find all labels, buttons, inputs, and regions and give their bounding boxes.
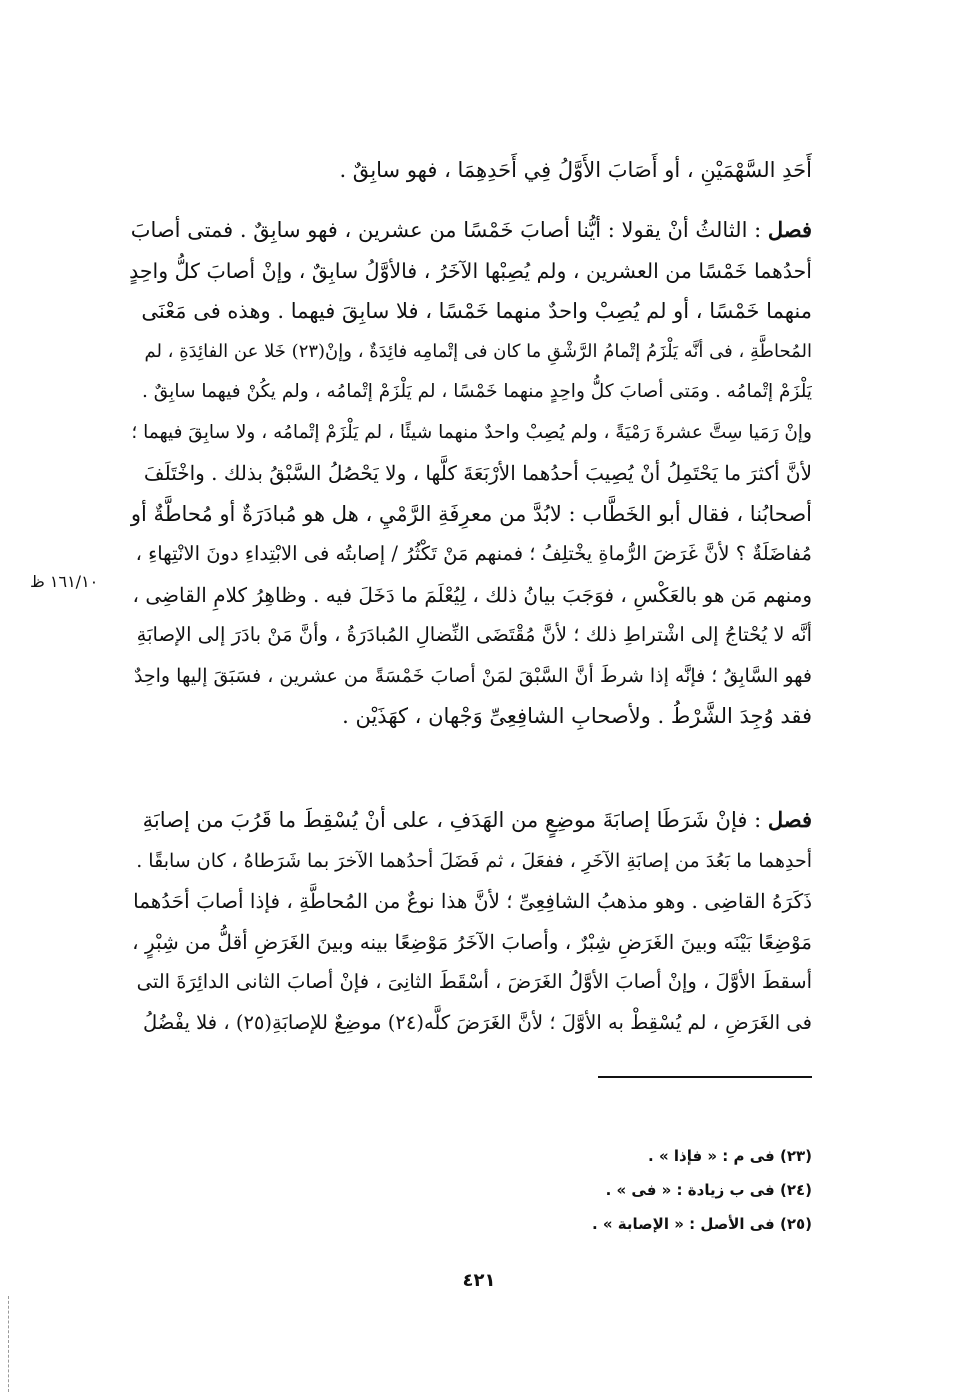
section-heading: فصل xyxy=(767,807,812,832)
page-number: ٤٢١ xyxy=(462,1270,496,1291)
text-line: يَلْزَمْ إتْمامُه . ومَتى أصابَ كلُّ واحِدٍ منهما خَمْسًا ، لم يَلْزَمْ إتْمامُه ، ولم يكُنْ فيهما سابِقٌ . xyxy=(141,381,812,402)
text-line: فى الغَرَضِ ، لم يُسْقِطْ به الأوَّلَ ؛ لأنَّ الغَرَضَ كلَّه(٢٤) موضِعٌ للإصابَةِ(٢٥) ، فلا يفْضُلُ xyxy=(143,1010,812,1034)
footnote-23: (٢٣) فى م : « فإذا » . xyxy=(648,1147,812,1165)
scan-edge-mark xyxy=(8,1296,11,1392)
text-line: وإنْ رَمَيا سِتَّ عشرةَ رَمْيَةً ، ولم يُصِبْ واحدٌ منهما شيئًا ، لم يَلْزَمْ إتْمامُه ، ولا سابِقَ فيهما ؛ xyxy=(131,421,812,443)
footnote-divider xyxy=(598,1076,812,1078)
body-first-line xyxy=(128,150,812,191)
paragraph-2 xyxy=(128,800,812,1043)
text-line: أصحابُنا ، فقال أبو الخَطَّاب : لابُدَّ من معرِفَةِ الرَّمْيِ ، هل هو مُبادَرَةٌ أو مُحاطَّةٌ أو xyxy=(130,501,812,526)
footnotes xyxy=(300,1139,812,1241)
paragraph-1 xyxy=(128,210,812,737)
text-line: أَحَدِ السَّهْمَيْنِ ، أو أَصَابَ الأَوَّلُ فِي أَحَدِهِمَا ، فهو سابِقٌ . xyxy=(339,158,812,182)
footnote-24: (٢٤) فى ب زيادة : « فى » . xyxy=(605,1181,812,1199)
footnote-25: (٢٥) فى الأصل : « الإصابة » . xyxy=(591,1215,812,1233)
margin-folio-note: ١٦١/١٠ ظ xyxy=(30,572,99,591)
text-line: أحدِهما ما بَعُدَ من إصابَةِ الآخَرِ ، ففعَلَ ، ثم فَضَلَ أحدُهما الآخرَ بما شَرَطاهُ ، كان سابقًا . xyxy=(136,849,812,872)
text-line: مَوْضِعًا بَيْنَه وبينَ الغَرَضِ شِبْرٌ ، وأصابَ الآخَرُ مَوْضِعًا بينه وبينَ الغَرَضِ أقلُّ من شِبْرٍ ، xyxy=(132,929,812,954)
text-line: فقد وُجِدَ الشَّرْطُ . ولأصحابِ الشافِعِىِّ وَجْهان ، كهَذَيْن . xyxy=(342,704,812,728)
text-line: فصل : الثالثُ أنْ يقولا : أيُّنا أصابَ خَمْسًا من عشرين ، فهو سابِقٌ . فمتى أصابَ xyxy=(130,217,812,242)
text-line: فهو السَّابِقُ ؛ فإنَّه إذا شرطَ أنَّ السَّبْقَ لمَنْ أصابَ خَمْسَةً من عشرين ، فسَبَقَ إليها واحِدٌ xyxy=(133,664,812,687)
text-line: المُحاطَّةِ ، فى أنَّه يَلْزَمُ إتْمامُ الرَّشْقِ ما كان فى إتْمامِه فائِدَةٌ ، وإنْ(٢٣) خَلا عن الفائِدَةِ ، لم xyxy=(144,340,812,362)
text-line: أسقطَ الأوَّلَ ، وإنْ أصابَ الأوَّلُ الغَرَضَ ، أسْقَطَ الثانِىَ ، فإنْ أصابَ الثانى الدائِرَةَ التى xyxy=(136,970,812,993)
text-line: أحدُهما خَمْسًا من العشرين ، ولم يُصِبْها الآخَرُ ، فالأوَّلُ سابِقٌ ، وإنْ أصابَ كلُّ واحِدٍ xyxy=(129,258,812,283)
text-line: لأنَّ أكثرَ ما يَحْتَمِلُ أنْ يُصِيبَ أحدُهما الأرْبَعَةَ كلَّها ، ولا يَحْصُلُ السَّبْقُ بذلك . واخْتَلَفَ xyxy=(143,461,812,485)
section-heading: فصل xyxy=(767,217,812,242)
text-line: منهما خَمْسًا ، أو لم يُصِبْ واحدٌ منهما خَمْسًا ، فلا سابِقَ فيهما . وهذه فى مَعْنَى xyxy=(141,299,812,323)
text-line: أنَّه لا يُحْتاجُ إلى اشْتراطِ ذلك ؛ لأنَّ مُقْتَضَى النِّضالِ المُبادَرَةُ ، وأنَّ مَنْ بادَرَ إلى الإصابَةِ xyxy=(136,623,812,646)
text-line: ومنهم مَن هو بالعَكْسِ ، فوَجَبَ بيانُ ذلك ، لِيُعْلَمَ ما دَخَلَ فيه . وظاهِرُ كلامِ القاضِى ، xyxy=(132,582,812,607)
text-line: فصل : فإنْ شَرَطَا إصابَةَ موضِعٍ من الهَدَفِ ، على أنْ يُسْقِطَ ما قَرُبَ من إصابَةِ xyxy=(142,807,812,832)
text-line: ذَكَرَهُ القاضِى . وهو مذهبُ الشافِعِىِّ ؛ لأنَّ هذا نوعٌ من المُحاطَّةِ ، فإذا أصابَ أحَدُهما xyxy=(133,889,812,913)
text-line: مُفاضَلَةٌ ؟ لأنَّ غَرَضَ الرُّماةِ يخْتلِفُ ؛ فمنهم مَنْ تَكْثُرُ / إصابتُه فى الابْتِداءِ دونَ الانْتِهاءِ ، xyxy=(135,542,812,565)
